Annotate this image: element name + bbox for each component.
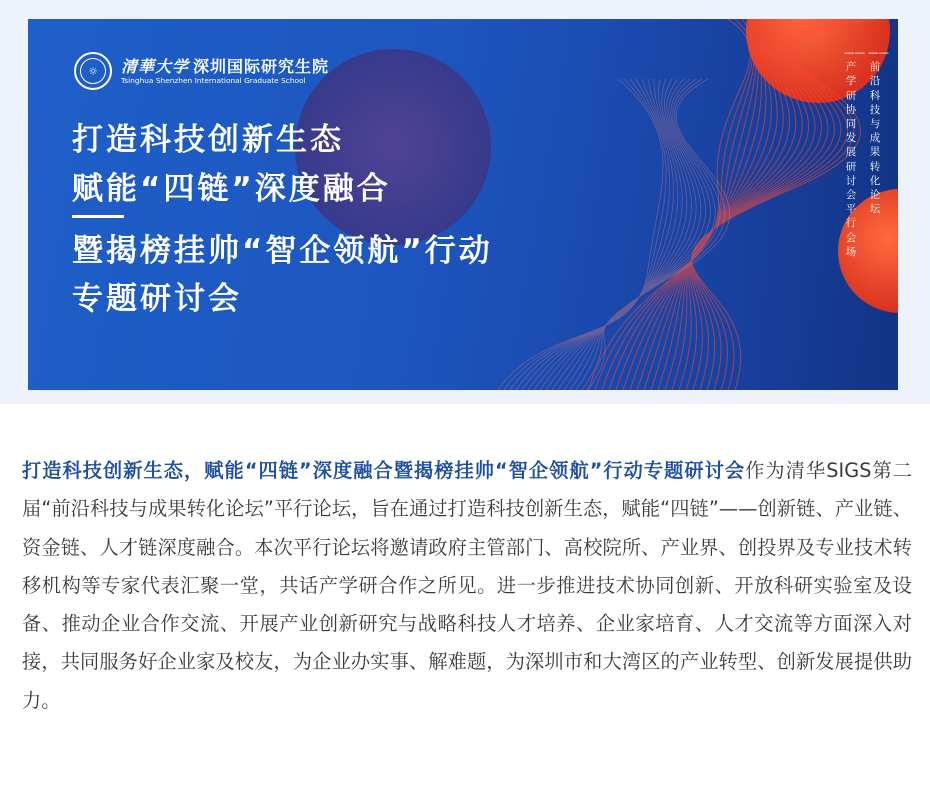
headline-divider: [72, 215, 124, 218]
article-lead: 打造科技创新生态，赋能“四链”深度融合暨揭榜挂帅“智企领航”行动专题研讨会: [22, 459, 746, 482]
headline-line-2: 赋能“四链”深度融合: [72, 171, 391, 207]
headline-line-1: 打造科技创新生态: [72, 122, 344, 158]
vertical-forum-title: ——前沿科技与成果转化论坛: [868, 47, 889, 216]
article-body: 作为清华SIGS第二届“前沿科技与成果转化论坛”平行论坛，旨在通过打造科技创新生态，赋能“四链”——创新链、产业链、资金链、人才链深度融合。本次平行论坛将邀请政府主管部门、高校院所、产业界、创投界及专业技术转移机构等专家代表汇聚一堂，共话产学研合作之所见。进一步推进技术协同创新、开放科研实验室及设备、推动企业合作交流、开展产业创新研究与战略科技人才培养、企业家培育、人才交流等方面深入对接，共同服务好企业家及校友，为企业办实事、解难题，为深圳市和大湾区的产业转型、创新发展提供助力。: [22, 459, 912, 712]
headline-line-4: 专题研讨会: [72, 281, 242, 317]
event-banner: [28, 19, 898, 390]
banner-frame: [0, 0, 930, 404]
logo-calligraphy: 清華大学: [121, 56, 190, 76]
article-paragraph: [22, 452, 912, 720]
tsinghua-seal-icon: ☼: [74, 52, 112, 90]
logo-school-name: 深圳国际研究生院: [193, 56, 330, 76]
headline-line-3: 暨揭榜挂帅“智企领航”行动: [72, 233, 493, 269]
tsinghua-logo: [74, 52, 329, 90]
logo-english-name: Tsinghua Shenzhen International Graduate School: [121, 75, 306, 85]
vertical-session-title: ——产学研协同发展研讨会平行会场: [844, 47, 865, 258]
